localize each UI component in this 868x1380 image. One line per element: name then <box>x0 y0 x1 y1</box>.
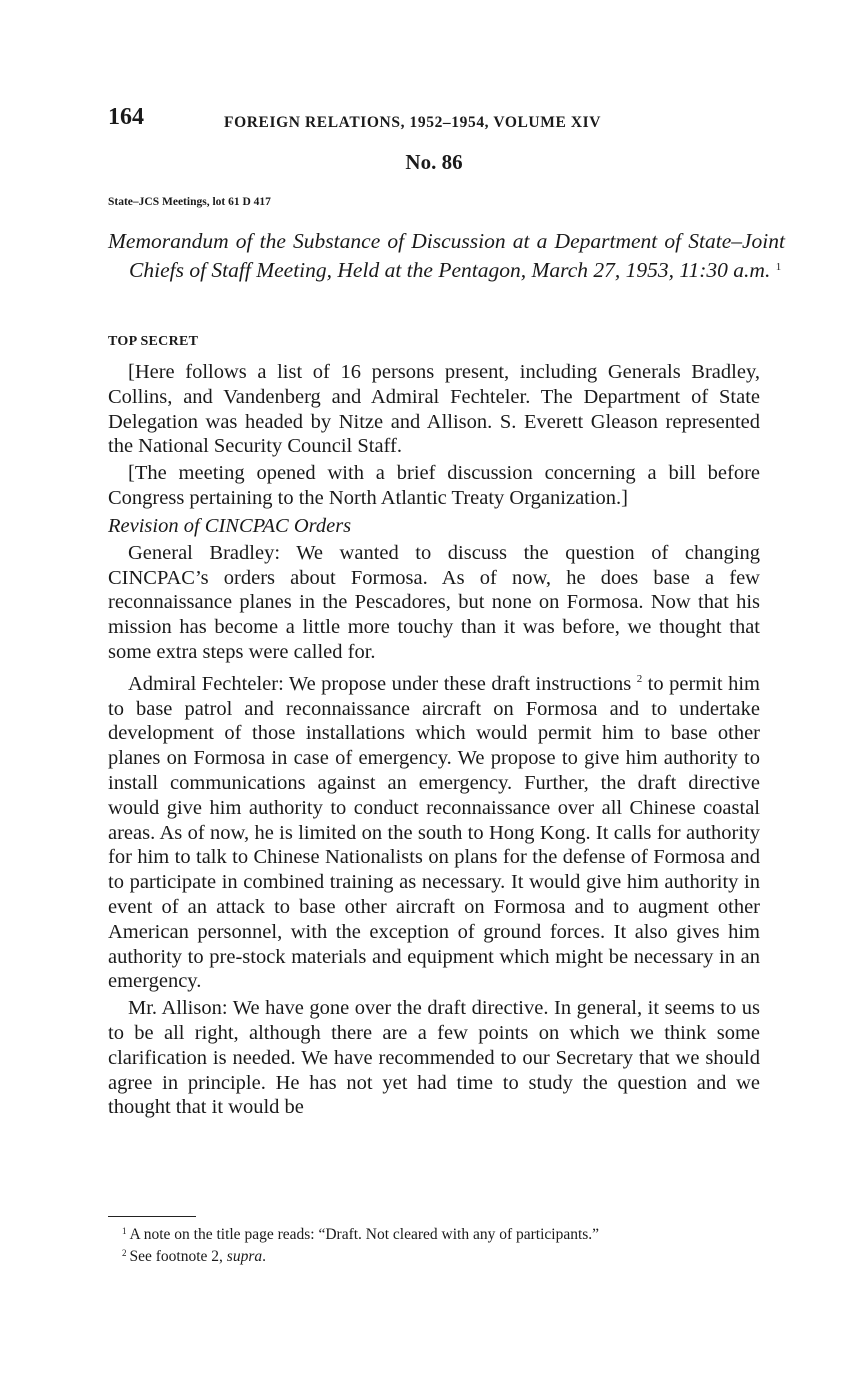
document-title <box>108 228 785 283</box>
paragraph-fechteler-text-b: to permit him to base patrol and reconnaissance aircraft on Formosa and to undertake development of those installations which would permit him to base other planes on Formosa in case of emergency. We propose to give him authority to install communications against an emergency. Further, the draft directive would give him authority to conduct reconnaissance over all Chinese coastal areas. As of now, he is limited on the south to Hong Kong. It calls for authority for him to talk to Chinese Nationalists on plans for the defense of Formosa and to participate in combined training as necessary. It would give him authority in event of an attack to base other aircraft on Formosa and to augment other American personnel, with the exception of ground forces. It also gives him authority to pre-stock materials and equipment which might be necessary in an emergency. <box>108 672 760 993</box>
footnote-divider <box>108 1216 196 1217</box>
footnote-ref-2: 2 <box>636 672 643 685</box>
footnotes <box>108 1222 768 1266</box>
editorial-note: [Here follows a list of 16 persons present, including Generals Bradley, Collins, and Vandenberg and Admiral Fechteler. The Department of State Delegation was headed by Nitze and Allison. S. Everett Gleason represented the National Security Council Staff. <box>108 361 760 458</box>
classification-label: TOP SECRET <box>108 334 199 349</box>
footnote-ref-1: 1 <box>775 261 782 273</box>
footnote-italic-text: supra <box>226 1248 263 1265</box>
paragraph-allison: Mr. Allison: We have gone over the draft directive. In general, it seems to us to be all right, although there are a few points on which we think some clarification is needed. We have recommended to our Secretary that we should agree in principle. He has not yet had time to study the question and we thought that it would be <box>108 997 760 1119</box>
paragraph-bradley: General Bradley: We wanted to discuss the question of changing CINCPAC’s orders about Formosa. As of now, he does base a few reconnaissance planes in the Pescadores, but none on Formosa. Now that his mission has become a little more touchy than it was before, we thought that some extra steps were called for. <box>108 541 760 663</box>
footnote-text: A note on the title page reads: “Draft. Not cleared with any of participants.” <box>129 1226 600 1243</box>
source-note: State–JCS Meetings, lot 61 D 417 <box>108 196 271 208</box>
footnote-marker: 1 <box>122 1226 127 1236</box>
document-body <box>108 360 760 1122</box>
footnote-1 <box>108 1222 768 1244</box>
editorial-note: [The meeting opened with a brief discussion concerning a bill before Congress pertaining to the North Atlantic Treaty Organization.] <box>108 462 760 509</box>
footnote-marker: 2 <box>122 1248 127 1258</box>
footnote-text: See footnote 2, <box>129 1248 227 1265</box>
footnote-text-end: . <box>262 1248 266 1265</box>
document-number: No. 86 <box>405 150 463 174</box>
document-title-text: Memorandum of the Substance of Discussion at a Department of State–Joint Chiefs of Staff Meeting, Held at the Pentagon, March 27, 1953, 11:30 a.m. <box>108 229 785 282</box>
page-number: 164 <box>108 104 144 130</box>
section-heading: Revision of CINCPAC Orders <box>108 514 352 537</box>
paragraph-fechteler <box>108 667 760 994</box>
running-title: FOREIGN RELATIONS, 1952–1954, VOLUME XIV <box>224 114 602 131</box>
paragraph-fechteler-text-a: Admiral Fechteler: We propose under these draft instructions <box>128 672 632 695</box>
footnote-2 <box>108 1244 768 1266</box>
